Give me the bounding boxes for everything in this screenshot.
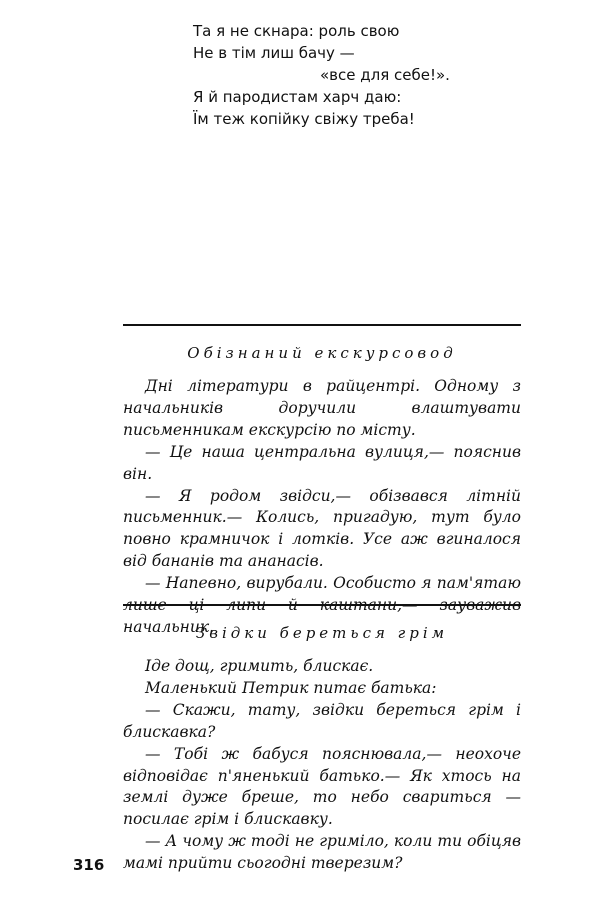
section-divider — [123, 324, 521, 326]
story-body — [123, 376, 521, 639]
paragraph: Дні літератури в райцентрі. Одному з начальників доручили влаштувати письменникам екскурсію по місту. — [123, 377, 521, 439]
paragraph: — Тобі ж бабуся пояснювала,— неохоче відповідає п'яненький батько.— Як хтось на землі дуже бреше, то небо свариться — посилає грім і блискавку. — [123, 744, 521, 829]
story-body — [123, 656, 521, 875]
paragraph: Маленький Петрик питає батька: — [145, 678, 437, 697]
paragraph: — А чому ж тоді не гриміло, коли ти обіцяв мамі прийти сьогодні тверезим? — [123, 832, 521, 873]
paragraph: — Я родом звідси,— обізвався літній письменник.— Колись, пригадую, тут було повно крамничок і лотків. Усе аж вгиналося від бананів та ананасів. — [123, 486, 521, 571]
story-title: Обізнаний екскурсовод — [187, 344, 457, 362]
poem-line: Їм теж копійку свіжу треба! — [193, 110, 415, 128]
page-number: 316 — [73, 856, 105, 874]
story-title: Звідки береться грім — [195, 624, 449, 642]
poem-line: Не в тім лиш бачу — — [193, 44, 355, 62]
paragraph: — Це наша центральна вулиця,— пояснив він. — [123, 442, 521, 483]
poem-line: Я й пародистам харч даю: — [193, 88, 402, 106]
poem — [193, 20, 513, 130]
paragraph: — Скажи, тату, звідки береться грім і блискавка? — [123, 700, 521, 741]
paragraph: Іде дощ, гримить, блискає. — [145, 657, 374, 675]
paragraph: — Напевно, вирубали. Особисто я пам'ятаю лише ці липи й каштани,— зауважив начальник. — [123, 574, 521, 636]
poem-line: Та я не скнара: роль свою — [193, 22, 400, 40]
poem-line: «все для себе!». — [320, 66, 450, 84]
section-divider — [123, 604, 521, 606]
